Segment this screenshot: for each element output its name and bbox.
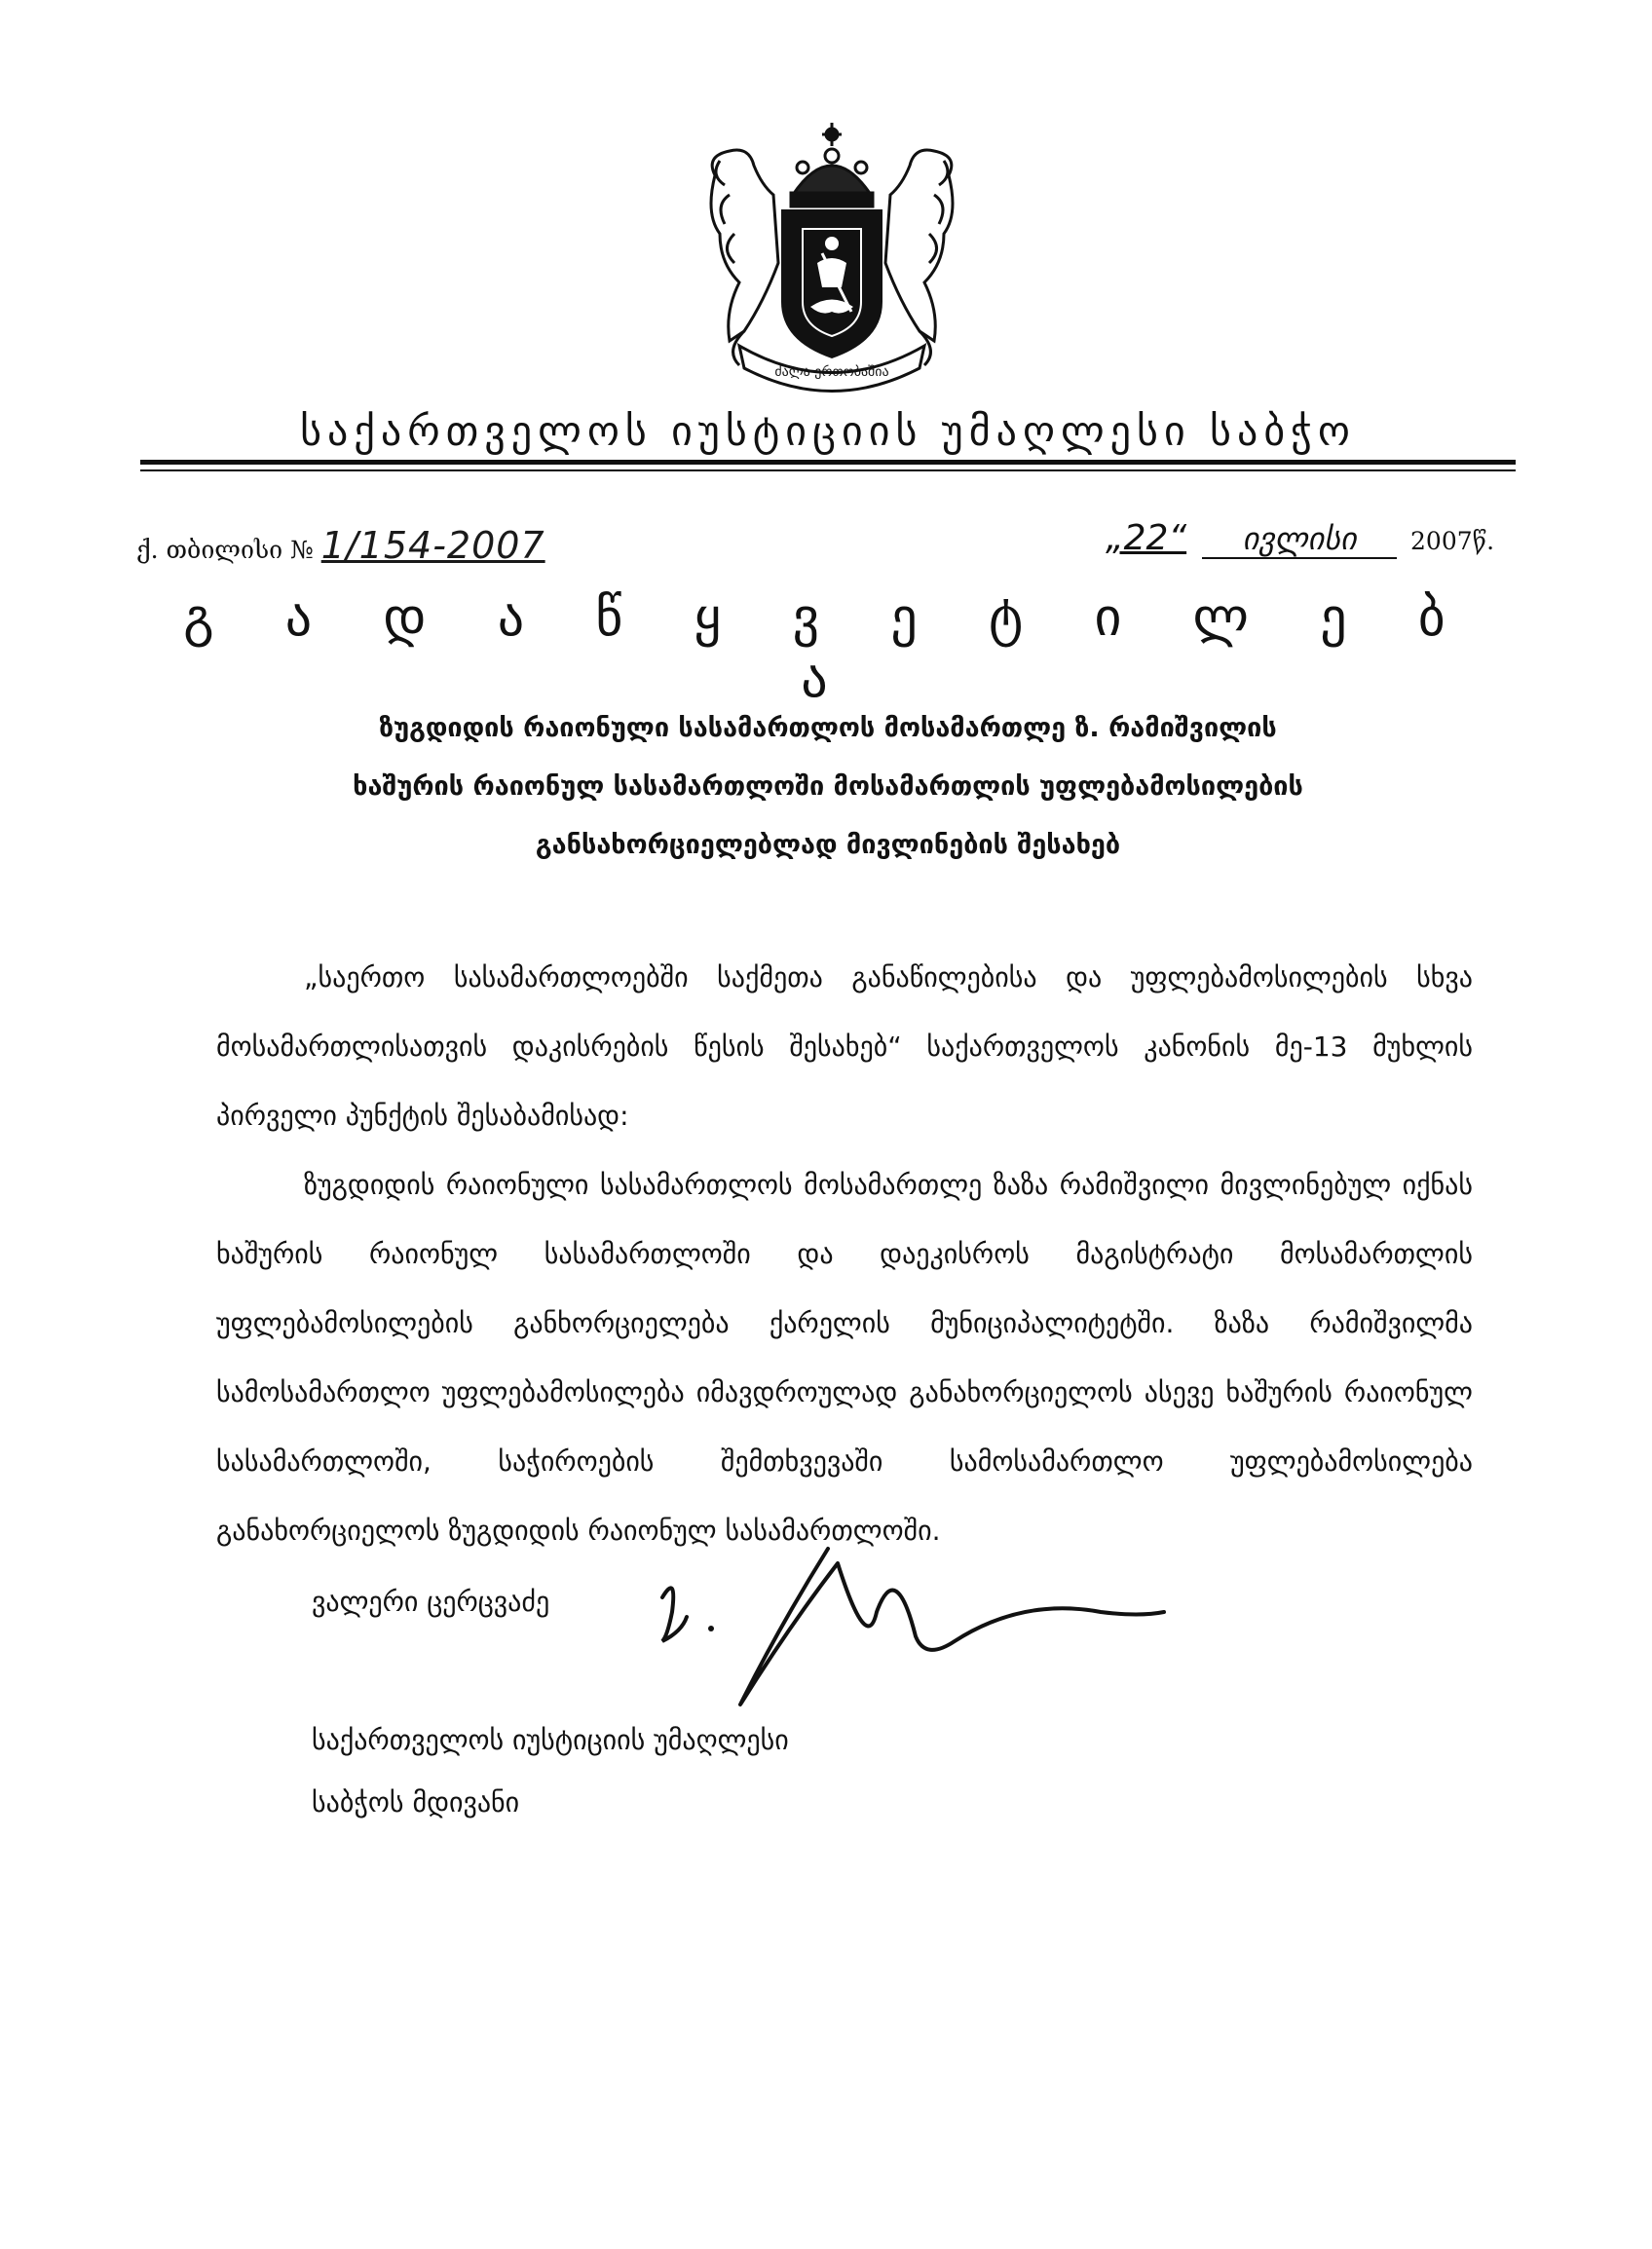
shield-icon: [781, 209, 882, 358]
decision-number: 1/154-2007: [320, 524, 545, 567]
decision-subject: [195, 699, 1461, 875]
date-day: „22“: [1106, 518, 1187, 558]
institution-name: საქართველოს იუსტიციის უმაღლესი საბჭო: [300, 407, 1356, 455]
handwritten-signature: [633, 1519, 1179, 1734]
header-rule-thick: [140, 460, 1516, 465]
header-rule-thin: [140, 469, 1516, 471]
body-paragraph: „საერთო სასამართლოებში საქმეთა განაწილებისა და უფლებამოსილების სხვა მოსამართლისათვის დაკისრების წესის შესახებ“ საქართველოს კანონის მე-13 მუხლის პირველი პუნქტის შესაბამისად:: [216, 961, 1473, 1132]
subject-line: განსახორციელებლად მივლინების შესახებ: [535, 830, 1121, 860]
date-month: ივლისი: [1202, 520, 1397, 559]
left-lion-supporter: [711, 150, 778, 365]
subject-line: ხაშურის რაიონულ სასამართლოში მოსამართლის უფლებამოსილების: [353, 771, 1303, 802]
subject-line: ზუგდიდის რაიონული სასამართლოს მოსამართლე ზ. რამიშვილის: [379, 713, 1277, 743]
date-year: 2007წ.: [1410, 527, 1495, 555]
coat-of-arms-emblem: [686, 117, 978, 399]
right-lion-supporter: [885, 150, 953, 365]
motto-text: ძალა ერთობაშია: [774, 364, 889, 380]
place-prefix: ქ. თბილისი №: [136, 536, 314, 564]
signatory-title: [312, 1709, 789, 1834]
document-title: გ ა დ ა წ ყ ვ ე ტ ი ლ ე ბ ა: [183, 586, 1473, 709]
decision-date: [1106, 518, 1515, 559]
signatory-name: ვალერი ცერცვაძე: [312, 1586, 550, 1618]
decision-body: [216, 943, 1473, 1565]
place-and-number: [136, 524, 545, 567]
crown-icon: [791, 123, 873, 206]
signatory-title-line: საბჭოს მდივანი: [312, 1786, 520, 1818]
signatory-title-line: საქართველოს იუსტიციის უმაღლესი: [312, 1724, 789, 1756]
body-paragraph: ზუგდიდის რაიონული სასამართლოს მოსამართლე ზაზა რამიშვილი მივლინებულ იქნას ხაშურის რაიონულ სასამართლოში და დაეკისროს მაგისტრატი მოსამართლის უფლებამოსილების განხორციელება ქარელის მუნიციპალიტეტში. ზაზა რამიშვილმა სამოსამართლო უფლებამოსილება იმავდროულად განახორციელოს ასევე ხაშურის რაიონულ სასამართლოში, საჭიროების შემთხვევაში სამოსამართლო უფლებამოსილება განახორციელოს ზუგდიდის რაიონულ სასამართლოში.: [216, 1169, 1473, 1547]
